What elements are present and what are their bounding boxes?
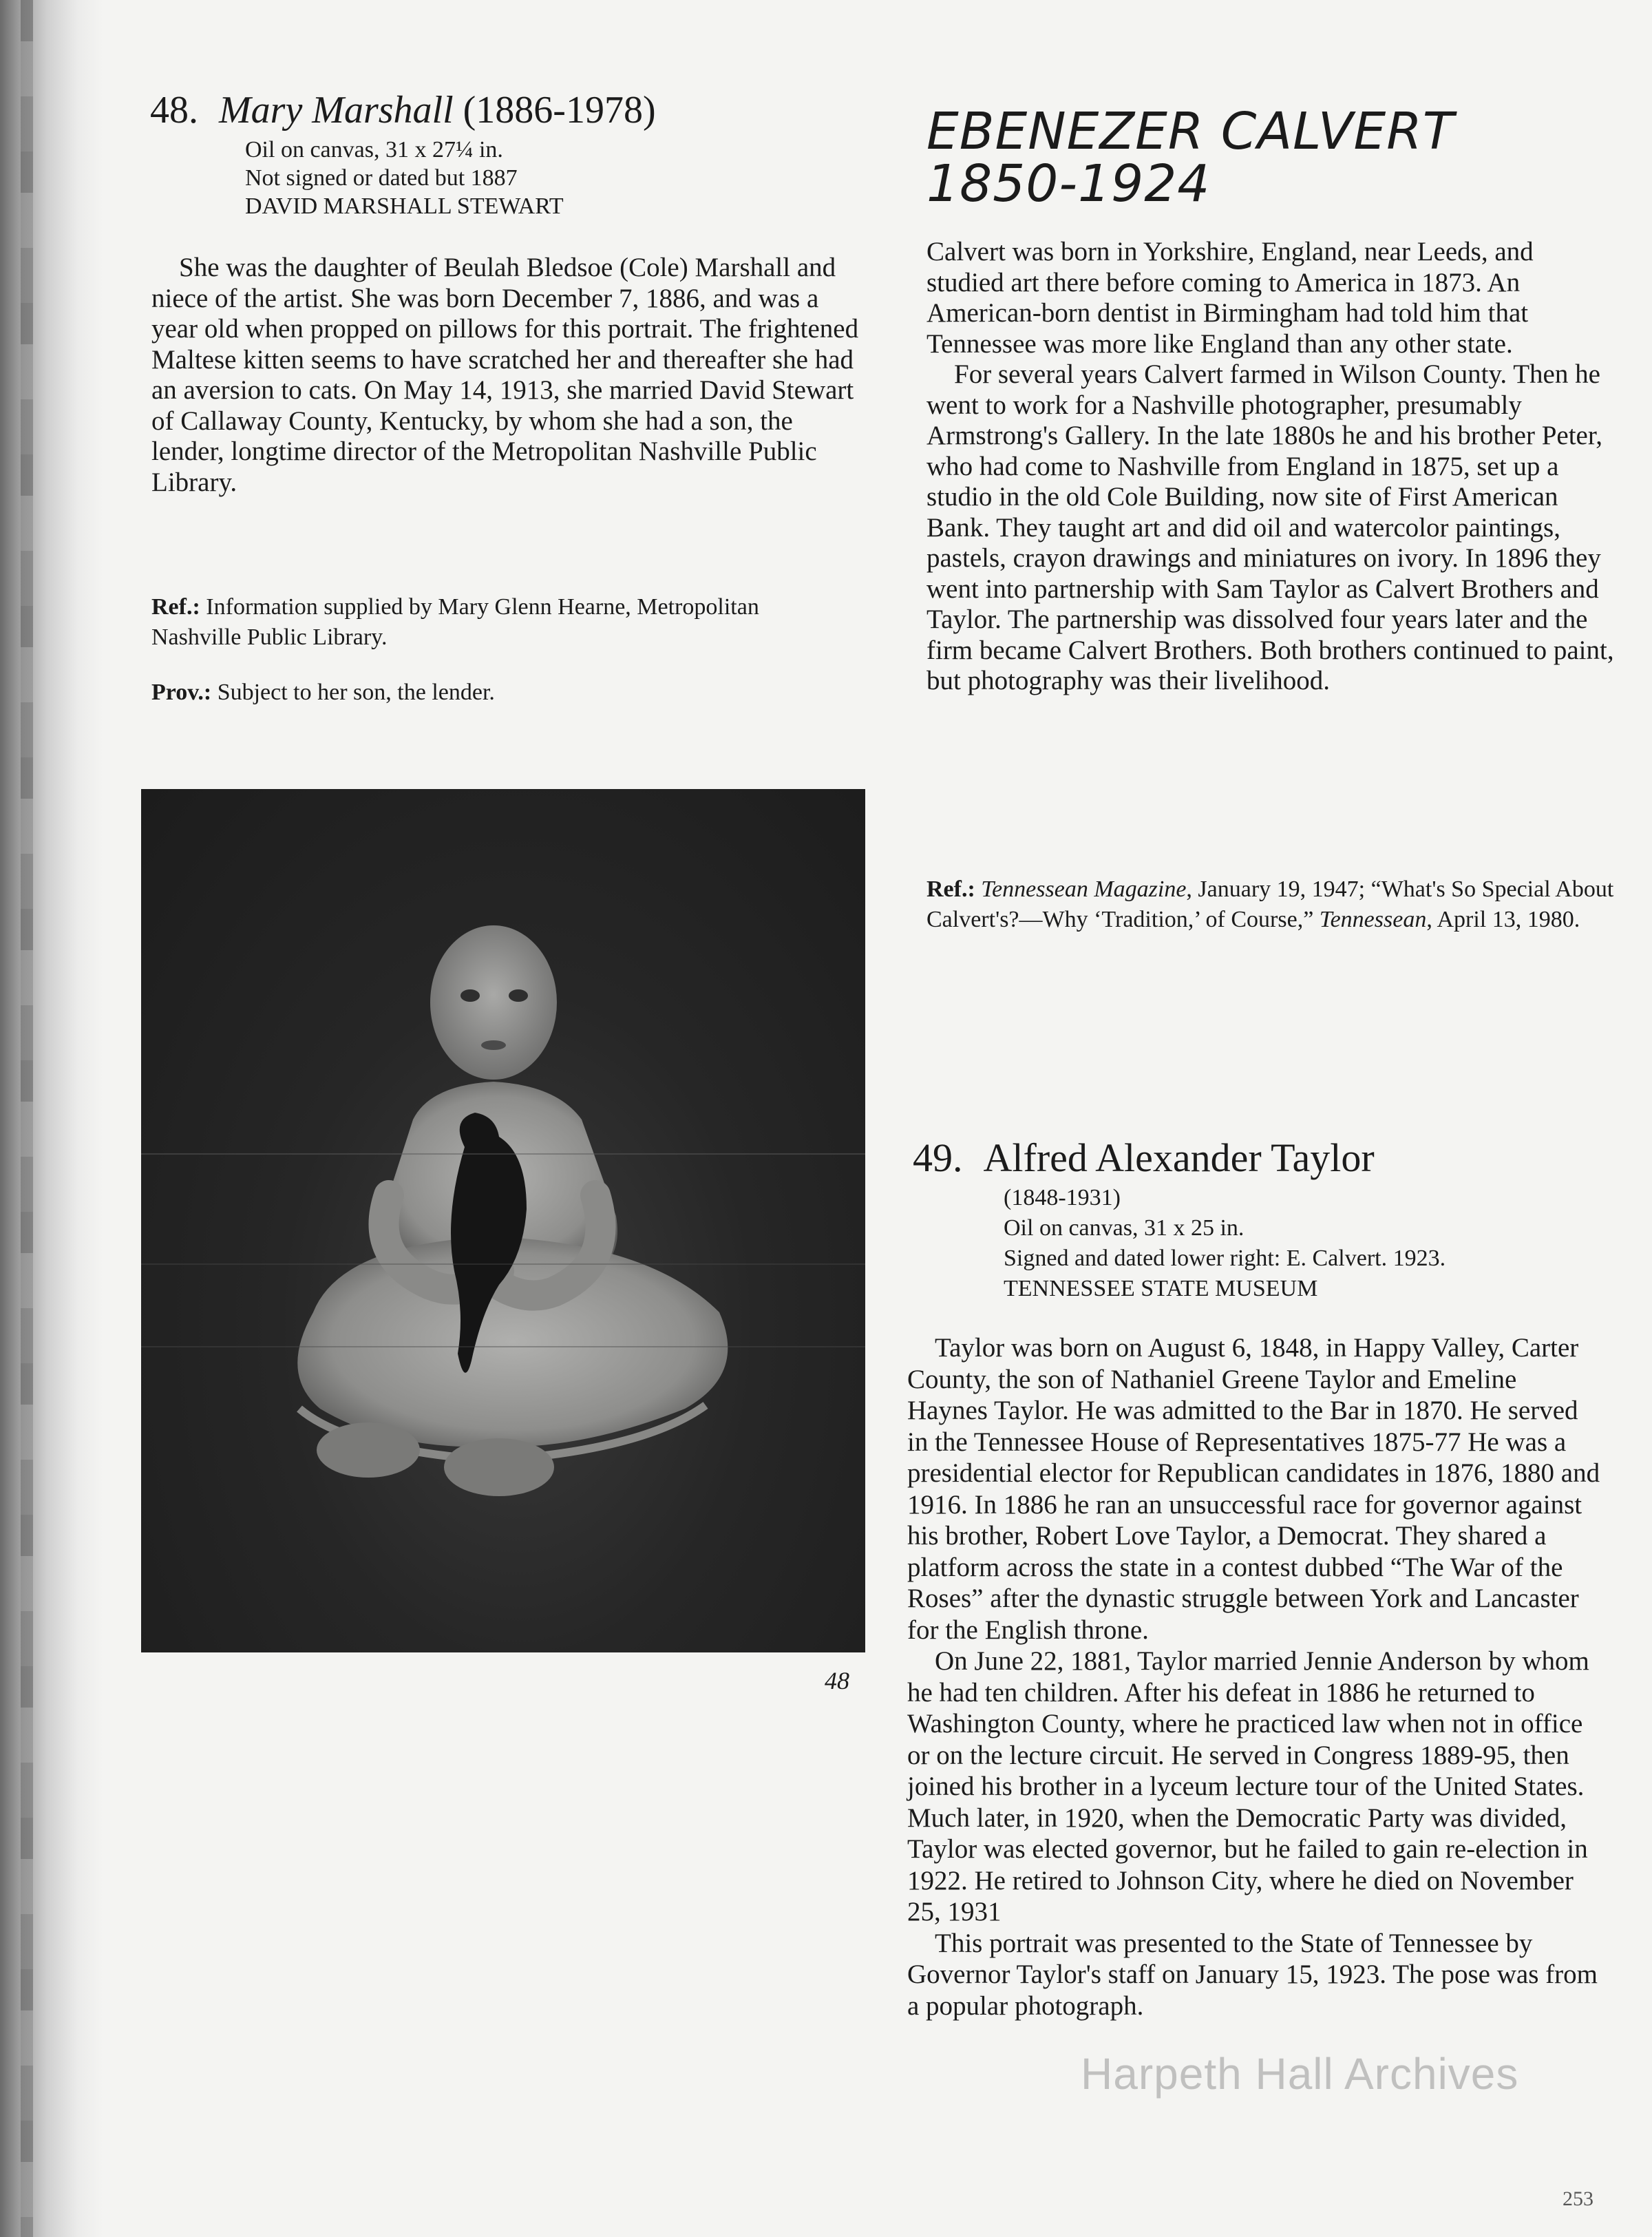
meta-signature: Signed and dated lower right: E. Calvert. 1923. — [1004, 1246, 1446, 1271]
ref-text-1: , January 19, 1947; “What's So Special About Calvert's?—Why ‘Tradition,’ of Course,” — [926, 876, 1614, 932]
paragraph: She was the daughter of Beulah Bledsoe (Cole) Marshall and niece of the artist. She was born December 7, 1886, and was a year old when propped on pillows for this portrait. The frightened Maltese kitten seems to have scratched her and thereafter she had an aversion to cats. On May 14, 1913, she married David Stewart of Callaway County, Kentucky, by whom she had a son, the lender, longtime director of the Metropolitan Nashville Public Library. — [151, 253, 859, 497]
ref-label: Ref.: — [151, 594, 200, 620]
scan-shadow-edge — [0, 0, 103, 2237]
figure-caption: 48 — [825, 1667, 849, 1694]
entry-48-heading — [150, 88, 866, 132]
entry-title: Mary Marshall — [219, 89, 454, 132]
paragraph: This portrait was presented to the State of Tennessee by Governor Taylor's staff on January 15, 1923. The pose was from a popular photograph. — [907, 1928, 1598, 2021]
child-foot-left — [317, 1422, 420, 1478]
entry-48-meta — [245, 136, 564, 220]
prov-label: Prov.: — [151, 680, 212, 705]
page-number: 253 — [1563, 2187, 1593, 2210]
portrait-illustration — [141, 789, 865, 1652]
portrait-photo — [141, 789, 865, 1652]
artist-name: EBENEZER CALVERT — [926, 102, 1454, 161]
child-head — [430, 925, 557, 1080]
entry-49-body — [907, 1332, 1602, 2021]
paragraph: Taylor was born on August 6, 1848, in Happy Valley, Carter County, the son of Nathaniel Greene Taylor and Emeline Haynes Taylor. He was admitted to the Bar in 1870. He served in the Tennessee House of Representatives 1875-77 He was a presidential elector for Republican candidates in 1876, 1880 and 1916. In 1886 he ran an unsuccessful race for governor against his brother, Robert Love Taylor, a Democrat. They shared a platform across the state in a contest dubbed “The War of the Roses” after the dynastic struggle between York and Lancaster for the English throne. — [907, 1333, 1600, 1645]
entry-48-prov — [151, 678, 854, 708]
meta-signature: Not signed or dated but 1887 — [245, 165, 518, 191]
artist-dates: 1850-1924 — [926, 154, 1211, 213]
child-foot-right — [444, 1438, 554, 1496]
entry-48-ref — [151, 592, 854, 653]
entry-48-body — [151, 253, 860, 498]
ref-text: Information supplied by Mary Glenn Hearne, Metropolitan Nashville Public Library. — [151, 594, 759, 650]
ref-text-2: , April 13, 1980. — [1426, 907, 1580, 932]
meta-lender: TENNESSEE STATE MUSEUM — [1004, 1276, 1318, 1301]
meta-medium: Oil on canvas, 31 x 25 in. — [1004, 1215, 1245, 1241]
ref-source-1: Tennessean Magazine — [981, 876, 1187, 902]
scan-binding-stripe — [21, 0, 33, 2237]
prov-text: Subject to her son, the lender. — [211, 680, 495, 705]
bio-paragraph: Calvert was born in Yorkshire, England, near Leeds, and studied art there before coming to America in 1873. An American-born dentist in Birmingham had told him that Tennessee was more like England than any other state. — [926, 237, 1534, 359]
artist-bio — [926, 237, 1615, 697]
entry-49-meta — [1004, 1183, 1446, 1304]
bio-paragraph: For several years Calvert farmed in Wilson County. Then he went to work for a Nashville photographer, presumably Armstrong's Gallery. In the late 1880s he and his brother Peter, who had come to Nashville from England in 1875, set up a studio in the old Cole Building, now site of First American Bank. They taught art and did oil and watercolor paintings, pastels, crayon drawings and miniatures on ivory. In 1896 they went into partnership with Sam Taylor as Calvert Brothers and Taylor. The partnership was dissolved four years later and the firm became Calvert Brothers. Both brothers continued to paint, but photography was their livelihood. — [926, 359, 1614, 695]
entry-title: Alfred Alexander Taylor — [983, 1135, 1375, 1180]
meta-lender: DAVID MARSHALL STEWART — [245, 193, 564, 219]
entry-49-heading — [913, 1136, 1375, 1180]
paragraph: On June 22, 1881, Taylor married Jennie Anderson by whom he had ten children. After his defeat in 1886 he returned to Washington County, where he practiced law when not in office or on the lecture circuit. He served in Congress 1889-95, then joined his brother in a lyceum lecture tour of the United States. Much later, in 1920, when the Democratic Party was divided, Taylor was elected governor, but he failed to gain re-election in 1922. He retired to Johnson City, where he died on November 25, 1931 — [907, 1646, 1589, 1926]
entry-number: 49. — [913, 1135, 963, 1180]
ref-label: Ref.: — [926, 876, 975, 902]
entry-dates: (1886-1978) — [453, 89, 656, 132]
meta-medium: Oil on canvas, 31 x 27¼ in. — [245, 137, 503, 162]
meta-dates: (1848-1931) — [1004, 1185, 1121, 1210]
ref-source-2: Tennessean — [1319, 907, 1427, 932]
entry-number: 48. — [150, 89, 198, 132]
artist-ref — [926, 874, 1615, 935]
archive-watermark: Harpeth Hall Archives — [1081, 2049, 1519, 2099]
